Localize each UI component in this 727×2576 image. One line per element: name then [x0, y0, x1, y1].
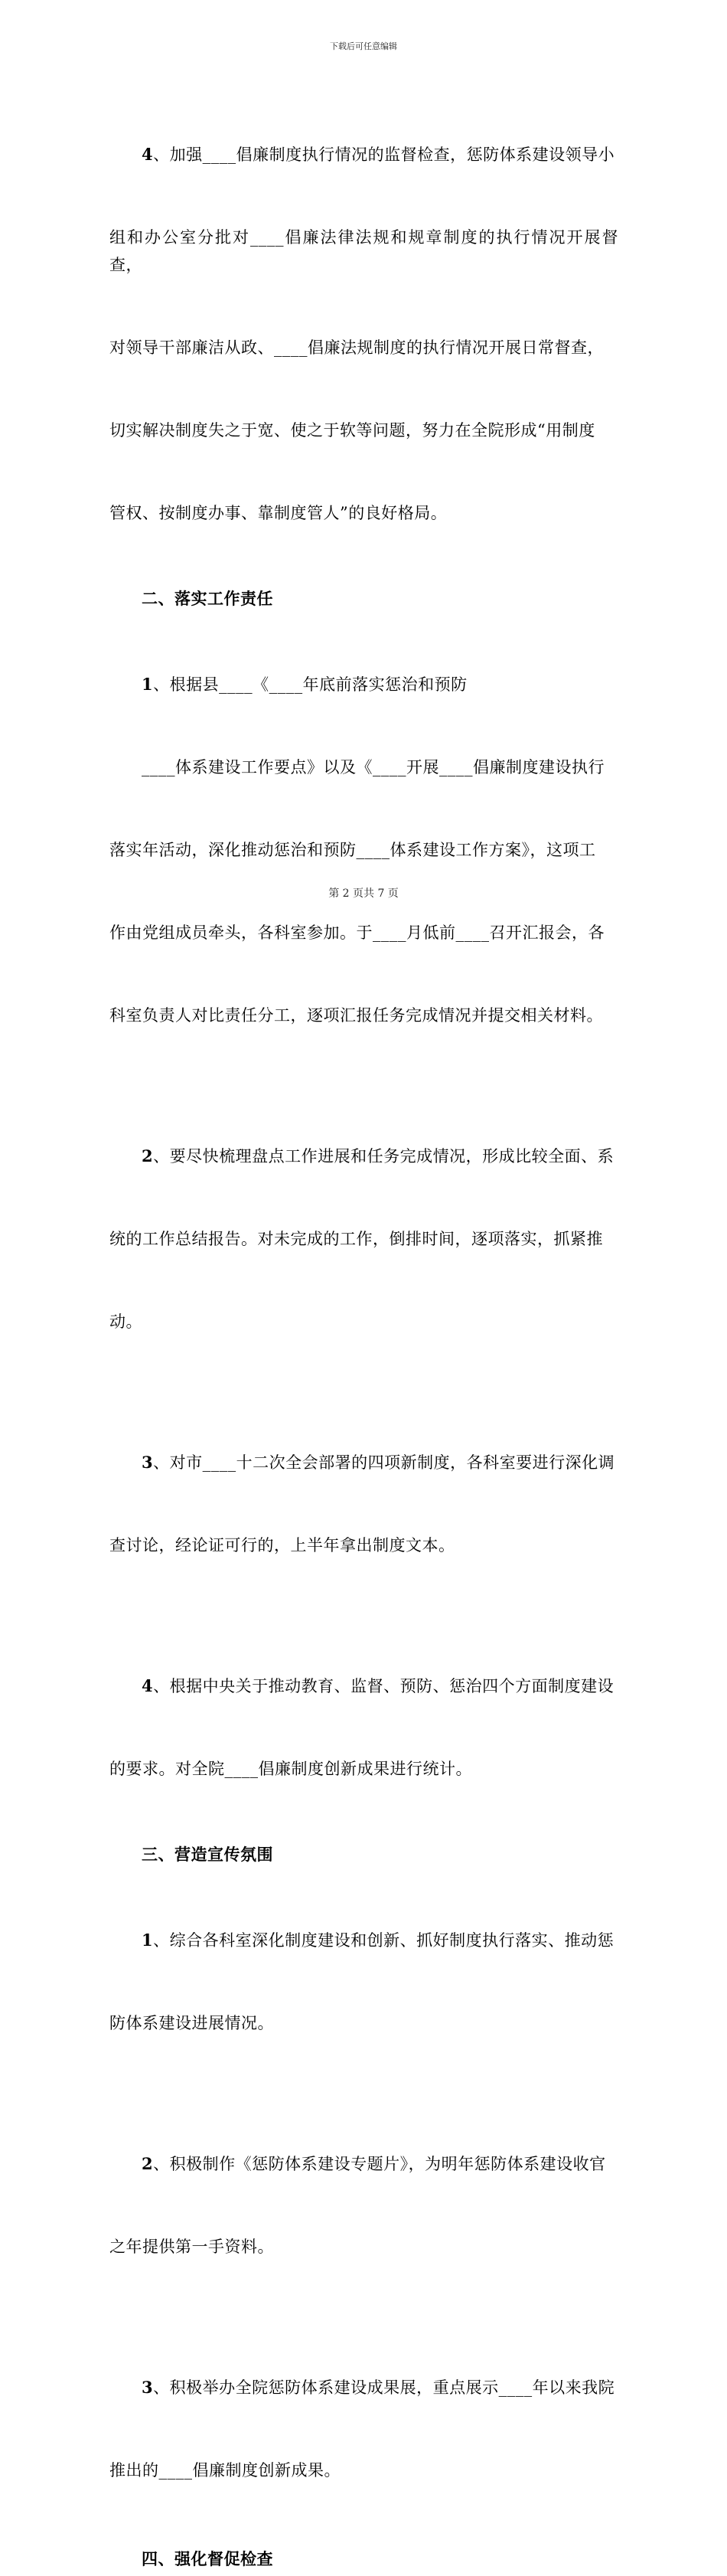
text-line: ____体系建设工作要点》以及《____开展____倡廉制度建设执行 — [142, 758, 605, 776]
item-number: 1 — [142, 1930, 154, 1950]
text-line: 4、根据中央关于推动教育、监督、预防、惩治四个方面制度建设 — [142, 1676, 615, 1695]
section-heading: 二、落实工作责任 — [142, 589, 273, 608]
item-number: 4 — [142, 1676, 154, 1695]
text-line: 作由党组成员牵头，各科室参加。于____月低前____召开汇报会，各 — [109, 924, 605, 942]
text-line: 对领导干部廉洁从政、____倡廉法规制度的执行情况开展日常督查， — [109, 338, 604, 357]
text-line: 1、综合各科室深化制度建设和创新、抓好制度执行落实、推动惩 — [142, 1930, 615, 1950]
text-line: 的要求。对全院____倡廉制度创新成果进行统计。 — [109, 1760, 472, 1778]
document-body — [109, 86, 618, 2576]
text-line: 3、积极举办全院惩防体系建设成果展，重点展示____年以来我院 — [142, 2378, 615, 2397]
text-line: 之年提供第一手资料。 — [109, 2238, 274, 2256]
paragraph — [109, 616, 618, 1084]
text-line: 防体系建设进展情况。 — [109, 2014, 274, 2032]
paragraph — [109, 1087, 618, 1391]
text-line: 1、根据县____《____年底前落实惩治和预防 — [142, 675, 468, 694]
item-number: 3 — [142, 1453, 154, 1472]
item-number: 3 — [142, 2378, 154, 2397]
text-line: 切实解决制度失之于宽、使之于软等问题，努力在全院形成“用制度 — [109, 421, 595, 440]
text-line: 2、要尽快梳理盘点工作进展和任务完成情况，形成比较全面、系 — [142, 1146, 615, 1165]
section-heading: 三、营造宣传氛围 — [142, 1845, 273, 1864]
page-header: 下载后可任意编辑 — [330, 41, 397, 51]
item-number: 2 — [142, 2154, 154, 2173]
paragraph — [109, 1617, 618, 1838]
paragraph — [109, 2319, 618, 2539]
text-line: 组和办公室分批对____倡廉法律法规和规章制度的执行情况开展督查， — [109, 228, 618, 274]
text-line: 4、加强____倡廉制度执行情况的监督检查，惩防体系建设领导小 — [142, 145, 615, 164]
text-line: 统的工作总结报告。对未完成的工作，倒排时间，逐项落实，抓紧推 — [109, 1230, 603, 1248]
text-line: 管权、按制度办事、靠制度管人”的良好格局。 — [109, 504, 448, 522]
paragraph — [109, 86, 618, 582]
text-line: 动。 — [109, 1313, 142, 1331]
item-number: 4 — [142, 145, 154, 164]
page-footer: 第 2 页共 7 页 — [328, 888, 399, 900]
text-line: 查讨论，经论证可行的，上半年拿出制度文本。 — [109, 1536, 455, 1554]
text-line: 2、积极制作《惩防体系建设专题片》，为明年惩防体系建设收官 — [142, 2154, 606, 2173]
section-heading: 四、强化督促检查 — [142, 2549, 273, 2568]
text-line: 推出的____倡廉制度创新成果。 — [109, 2461, 341, 2480]
paragraph — [109, 1872, 618, 2092]
text-line: 科室负责人对比责任分工，逐项汇报任务完成情况并提交相关材料。 — [109, 1006, 603, 1025]
paragraph — [109, 1394, 618, 1614]
text-line: 3、对市____十二次全会部署的四项新制度，各科室要进行深化调 — [142, 1453, 615, 1472]
paragraph — [109, 2095, 618, 2316]
text-line: 落实年活动，深化推动惩治和预防____体系建设工作方案》，这项工 — [109, 841, 596, 859]
item-number: 1 — [142, 675, 154, 694]
item-number: 2 — [142, 1146, 154, 1165]
